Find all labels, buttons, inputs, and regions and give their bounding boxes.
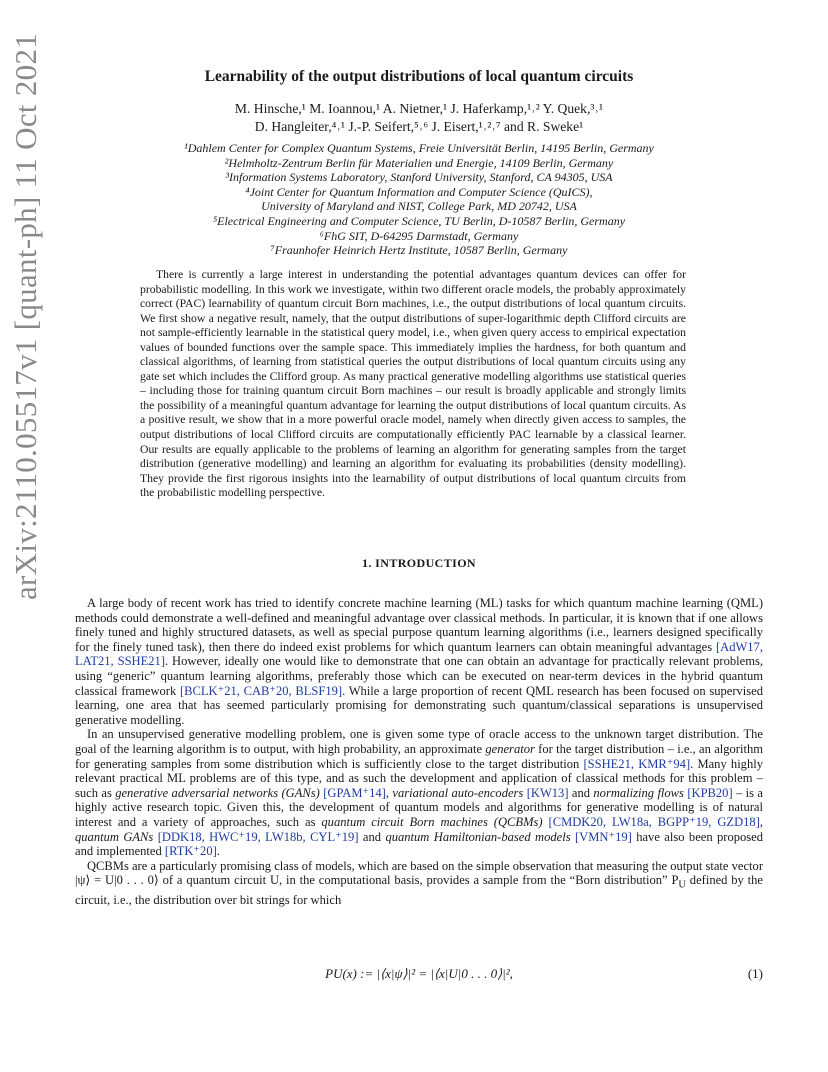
paragraph bbox=[75, 727, 763, 858]
emphasis: generative adversarial networks (GANs) bbox=[115, 785, 320, 800]
text-run: A large body of recent work has tried to identify concrete machine learning (ML) tasks for which quantum machine learning (QML) methods could demonstrate a well-defined and meaningful advantage over classical methods. In particular, it is known that if one allows finely tuned and highly structured datasets, as well as special purpose quantum learning algorithms (i.e., learners designed specifically for the finely tuned task), then there do indeed exist problems for which quantum learners can obtain meaningful advantages bbox=[75, 596, 763, 654]
author-list bbox=[75, 100, 763, 136]
affiliation-line: ⁷Fraunhofer Heinrich Hertz Institute, 10587 Berlin, Germany bbox=[270, 243, 568, 258]
text-run: , bbox=[385, 785, 393, 800]
section-heading-introduction: 1. INTRODUCTION bbox=[361, 556, 476, 570]
citation-link[interactable]: [BCLK⁺21, CAB⁺20, BLSF19] bbox=[179, 683, 343, 698]
emphasis: quantum Hamiltonian-based models bbox=[385, 829, 571, 844]
subscript: U bbox=[678, 879, 686, 891]
paragraph bbox=[75, 596, 763, 727]
affiliation-line: University of Maryland and NIST, College Park, MD 20742, USA bbox=[261, 199, 577, 214]
emphasis: quantum GANs bbox=[75, 829, 154, 844]
citation-link[interactable]: [GPAM⁺14] bbox=[323, 785, 386, 800]
text-run: – is a highly active research topic. Given this, the development of quantum models and algorithms for generative modelling is of natural interest and a variety of approaches, such as bbox=[75, 785, 764, 829]
citation-link[interactable]: [KPB20] bbox=[687, 785, 733, 800]
citation-link[interactable]: [DDK18, HWC⁺19, LW18b, CYL⁺19] bbox=[157, 829, 359, 844]
body-text bbox=[75, 596, 763, 908]
emphasis: normalizing flows bbox=[593, 785, 684, 800]
citation-link[interactable]: [RTK⁺20] bbox=[164, 844, 217, 859]
text-run: and bbox=[358, 829, 386, 844]
paragraph bbox=[75, 859, 763, 908]
emphasis: variational auto-encoders bbox=[392, 785, 524, 800]
text-run: . However, ideally one would like to demonstrate that one can obtain an advantage for practically relevant problems, using “generic” quantum learning algorithms, preferably those which can be executed on near-term devices in the hybrid quantum classical framework bbox=[75, 654, 763, 698]
citation-link[interactable]: [AdW17, LAT21, SSHE21] bbox=[75, 639, 763, 669]
citation-link[interactable]: [KW13] bbox=[526, 785, 569, 800]
affiliation-line: ²Helmholtz-Zentrum Berlin für Materialien und Energie, 14109 Berlin, Germany bbox=[224, 155, 614, 170]
affiliation-line: ⁴Joint Center for Quantum Information and Computer Science (QuICS), bbox=[245, 184, 593, 199]
equation-number: (1) bbox=[747, 966, 763, 981]
citation-link[interactable]: [VMN⁺19] bbox=[575, 829, 632, 844]
equation-1 bbox=[75, 966, 763, 982]
text-run: . While a large proportion of recent QML research has been focused on supervised learning, one area that has seemed particularly promising for demonstrating such quantum/classical separations is unsupervised generative modelling. bbox=[75, 683, 764, 727]
affiliation-line: ⁶FhG SIT, D-64295 Darmstadt, Germany bbox=[319, 228, 519, 243]
text-run: defined by the circuit, i.e., the distribution over bit strings for which bbox=[75, 873, 763, 908]
text-run: . Many highly relevant practical ML problems are of this type, and as such the development and application of classical methods for this problem – such as bbox=[75, 756, 763, 800]
equation-formula: PU(x) := |⟨x|ψ⟩|² = |⟨x|U|0 . . . 0⟩|², bbox=[325, 966, 513, 981]
text-run: , bbox=[759, 814, 764, 829]
citation-link[interactable]: [CMDK20, LW18a, BGPP⁺19, GZD18] bbox=[548, 814, 760, 829]
citation-link[interactable]: [SSHE21, KMR⁺94] bbox=[583, 756, 691, 771]
author-line: M. Hinsche,¹ M. Ioannou,¹ A. Nietner,¹ J. Haferkamp,¹˒² Y. Quek,³˒¹ bbox=[234, 101, 604, 116]
author-line: D. Hangleiter,⁴˒¹ J.-P. Seifert,⁵˒⁶ J. Eisert,¹˒²˒⁷ and R. Sweke¹ bbox=[254, 119, 584, 134]
paper-title: Learnability of the output distributions of local quantum circuits bbox=[204, 68, 634, 85]
text-run: have also been proposed and implemented bbox=[75, 829, 763, 859]
text-run: for the target distribution – i.e., an algorithm for generating samples from some distribution which is sufficiently close to the target distribution bbox=[75, 741, 763, 771]
affiliation-list bbox=[75, 141, 763, 258]
text-run: In an unsupervised generative modelling problem, one is given some type of oracle access to the unknown target distribution. The goal of the learning algorithm is to output, with high probability, an approximate bbox=[75, 727, 763, 756]
arxiv-identifier: arXiv:2110.05517v1 [quant-ph] 11 Oct 2021 bbox=[8, 32, 43, 600]
affiliation-line: ⁵Electrical Engineering and Computer Science, TU Berlin, D-10587 Berlin, Germany bbox=[212, 213, 626, 228]
text-run: and bbox=[568, 785, 594, 800]
emphasis: generator bbox=[485, 741, 535, 756]
emphasis: quantum circuit Born machines (QCBMs) bbox=[321, 814, 543, 829]
text-run: . bbox=[216, 844, 220, 859]
affiliation-line: ¹Dahlem Center for Complex Quantum Systems, Freie Universität Berlin, 14195 Berlin, Germany bbox=[184, 141, 654, 155]
text-run: QCBMs are a particularly promising class of models, which are based on the simple observation that measuring the output state vector |ψ⟩ = U|0 . . . 0⟩ of a quantum circuit U, in the computational basis, provides a sample from the “Born distribution” P bbox=[75, 858, 763, 888]
affiliation-line: ³Information Systems Laboratory, Stanford University, Stanford, CA 94305, USA bbox=[225, 170, 613, 185]
abstract: There is currently a large interest in understanding the potential advantages quantum devices can offer for probabilistic modelling. In this work we investigate, within two different oracle models, the probably approximately correct (PAC) learnability of quantum circuit Born machines, i.e., the output distributions of local quantum circuits. We first show a negative result, namely, that the output distributions of super-logarithmic depth Clifford circuits are not sample-efficiently learnable in the statistical query model, i.e., when given query access to empirical expectation values of bounded functions over the sample space. This immediately implies the hardness, for both quantum and classical algorithms, of learning from statistical queries the output distributions of local quantum circuits using any gate set which includes the Clifford group. As many practical generative modelling algorithms use statistical queries – including those for training quantum circuit Born machines – our result is broadly applicable and strongly limits the possibility of a meaningful quantum advantage for learning the output distributions of local quantum circuits. As a positive result, we show that in a more powerful oracle model, namely when directly given access to samples, the output distributions of local Clifford circuits are computationally efficiently PAC learnable by a classical learner. Our results are equally applicable to the problems of learning an algorithm for generating samples from the target distribution (generative modelling) and learning an algorithm for evaluating its probabilities (density modelling). They provide the first rigorous insights into the learnability of output distributions of local quantum circuits from the probabilistic modelling perspective. bbox=[140, 268, 686, 500]
